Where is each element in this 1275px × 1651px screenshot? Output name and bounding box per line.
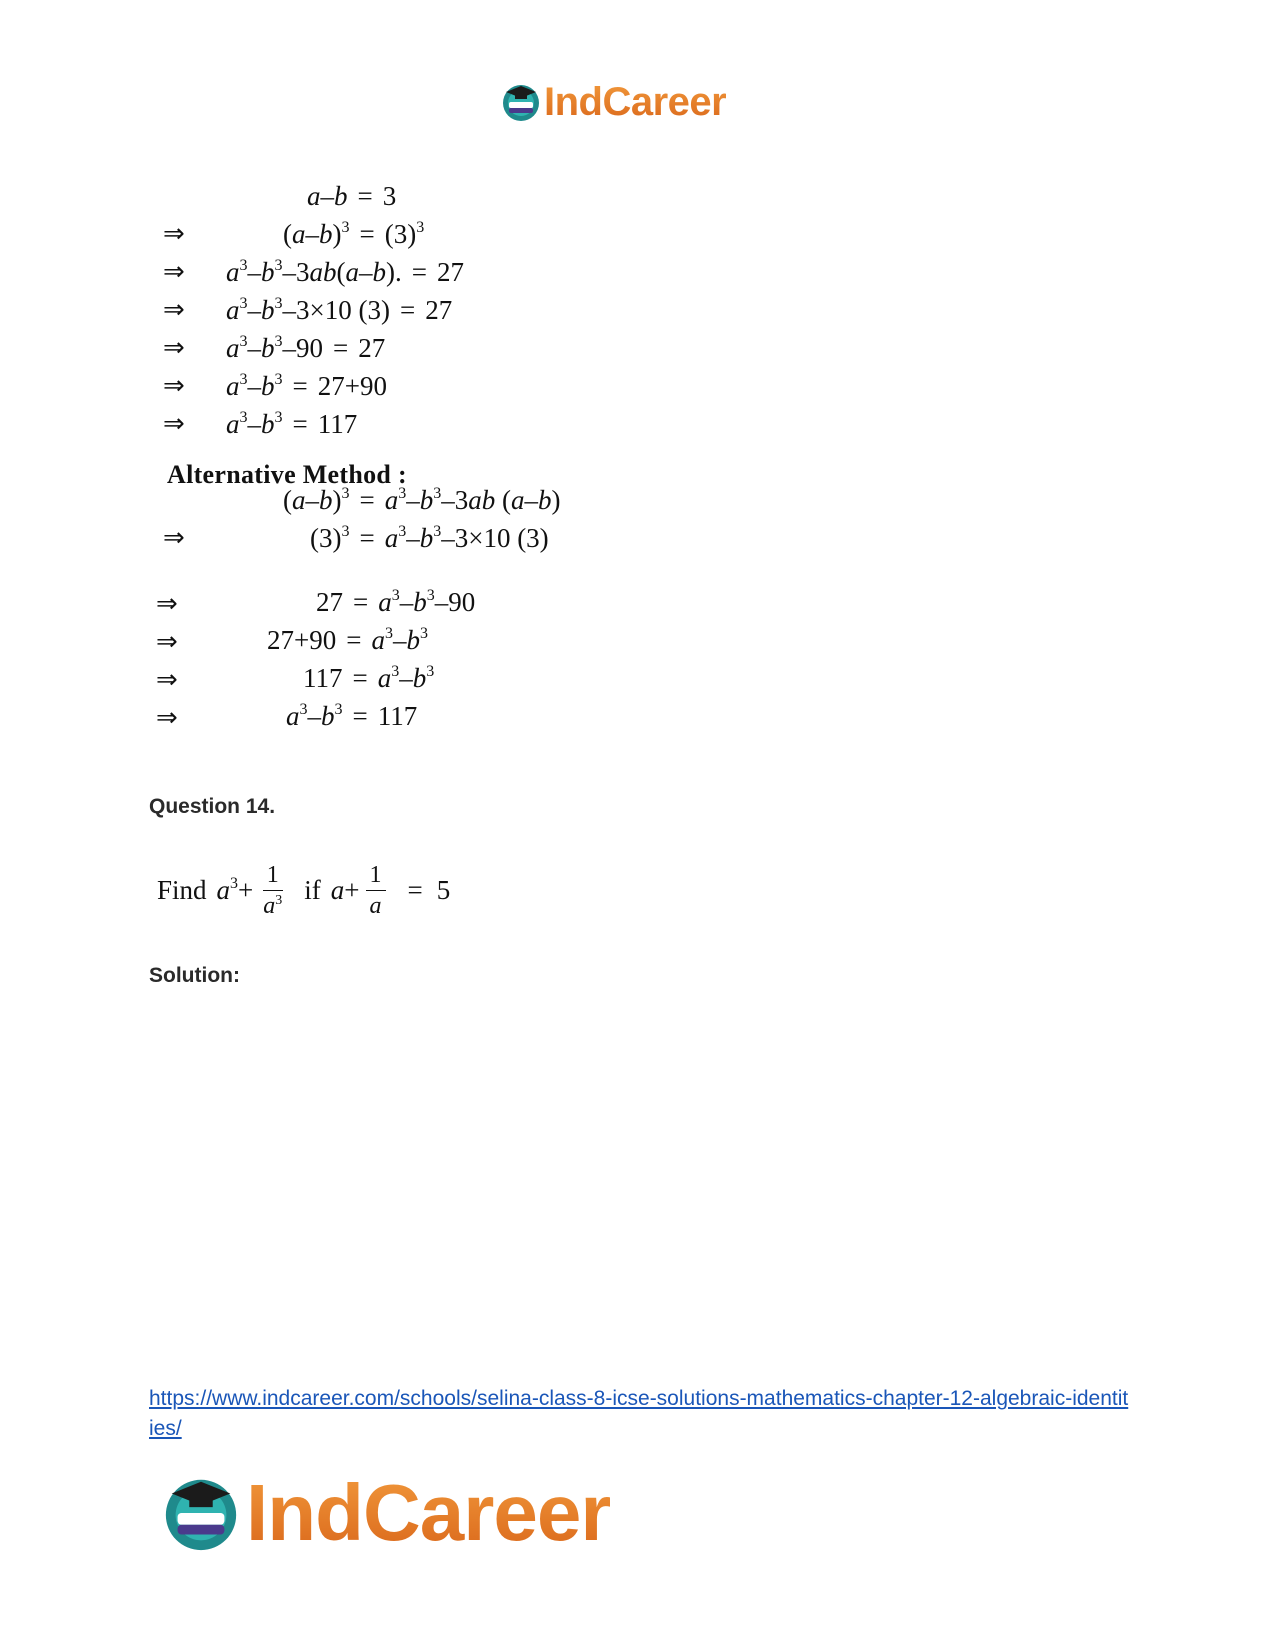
- implies-arrow: ⇒: [163, 523, 185, 553]
- graduation-cap-books-icon: [160, 1472, 242, 1554]
- equation-line: $(a-b)^3 = (3)^3$: [283, 219, 425, 249]
- implies-arrow: ⇒: [163, 409, 185, 439]
- alternative-method-heading: Alternative Method :: [167, 460, 407, 489]
- equation-line: $(a-b)^3 = a^3-b^3-3ab$ (a–b): [283, 485, 561, 515]
- equation-line: $a^3-b^3-3ab(a-b)$. = 27: [226, 257, 464, 287]
- fraction-numerator: 1: [263, 860, 283, 891]
- implies-arrow: ⇒: [156, 703, 178, 733]
- implies-arrow: ⇒: [163, 371, 185, 401]
- implies-arrow: ⇒: [163, 219, 185, 249]
- equation-line: $a^3-b^3 = 117$: [286, 701, 418, 731]
- equation-line: $117 = a^3-b^3$: [303, 663, 435, 693]
- rhs-value: 5: [436, 875, 451, 905]
- question-statement: Find $a^3+$ $\frac{1}{a^3}$ if a+ $\frac{1}{a}$ = 5: [157, 862, 451, 919]
- find-word: Find: [157, 875, 207, 905]
- footer-logo: [160, 1470, 610, 1556]
- implies-arrow: ⇒: [163, 333, 185, 363]
- implies-arrow: ⇒: [156, 589, 178, 619]
- implies-arrow: ⇒: [163, 295, 185, 325]
- brand-name: IndCareer: [246, 1468, 611, 1557]
- footer-link[interactable]: https://www.indcareer.com/schools/selina-class-8-icse-solutions-mathematics-chapter-12-algebraic-identities/: [149, 1387, 1129, 1440]
- equation-line: $a^3-b^3-90 = 27$: [226, 333, 386, 363]
- fraction-numerator: 1: [366, 860, 386, 891]
- implies-arrow: ⇒: [156, 665, 178, 695]
- equation-line: $a^3-b^3 = 117$: [226, 409, 358, 439]
- equation-line: a–b = 3: [307, 181, 397, 211]
- fraction: $\frac{1}{a}$: [366, 860, 386, 921]
- implies-arrow: ⇒: [163, 257, 185, 287]
- fraction: $\frac{1}{a^3}$: [263, 862, 283, 919]
- if-word: if: [304, 875, 321, 905]
- equation-line: $(3)^3 = a^3-b^3-3\times 10$ (3): [310, 523, 549, 553]
- equation-line: $27+90 = a^3-b^3$: [267, 625, 428, 655]
- implies-arrow: ⇒: [156, 627, 178, 657]
- solution-heading: Solution:: [149, 964, 240, 987]
- question-heading: Question 14.: [149, 795, 276, 818]
- equation-line: $a^3-b^3 = 27+90$: [226, 371, 387, 401]
- brand-name: IndCareer: [544, 79, 727, 124]
- equation-line: $27 = a^3-b^3-90$: [316, 587, 476, 617]
- equation-line: $a^3-b^3-3\times 10$ (3) = 27: [226, 295, 453, 325]
